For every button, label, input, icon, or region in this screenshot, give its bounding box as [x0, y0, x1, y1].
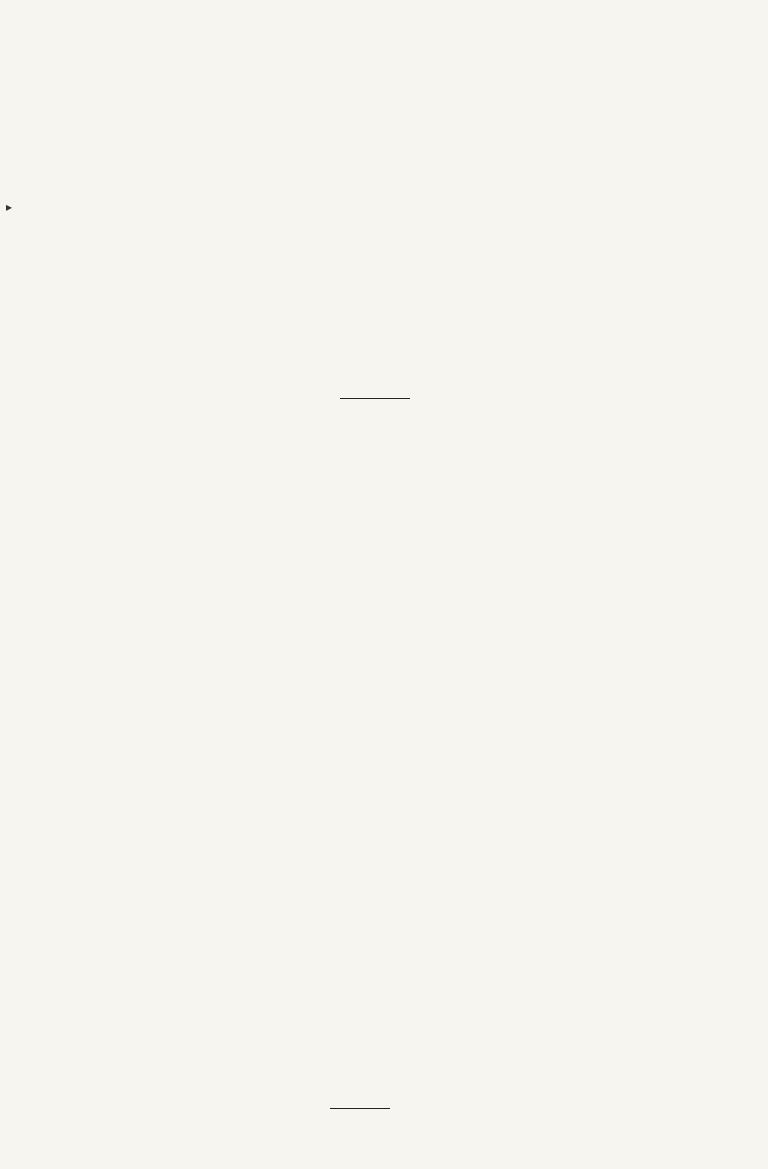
margin-mark: ▸ — [6, 200, 13, 214]
divider-rule-bottom — [330, 1108, 390, 1109]
divider-rule — [340, 398, 410, 399]
page-header — [0, 80, 768, 108]
